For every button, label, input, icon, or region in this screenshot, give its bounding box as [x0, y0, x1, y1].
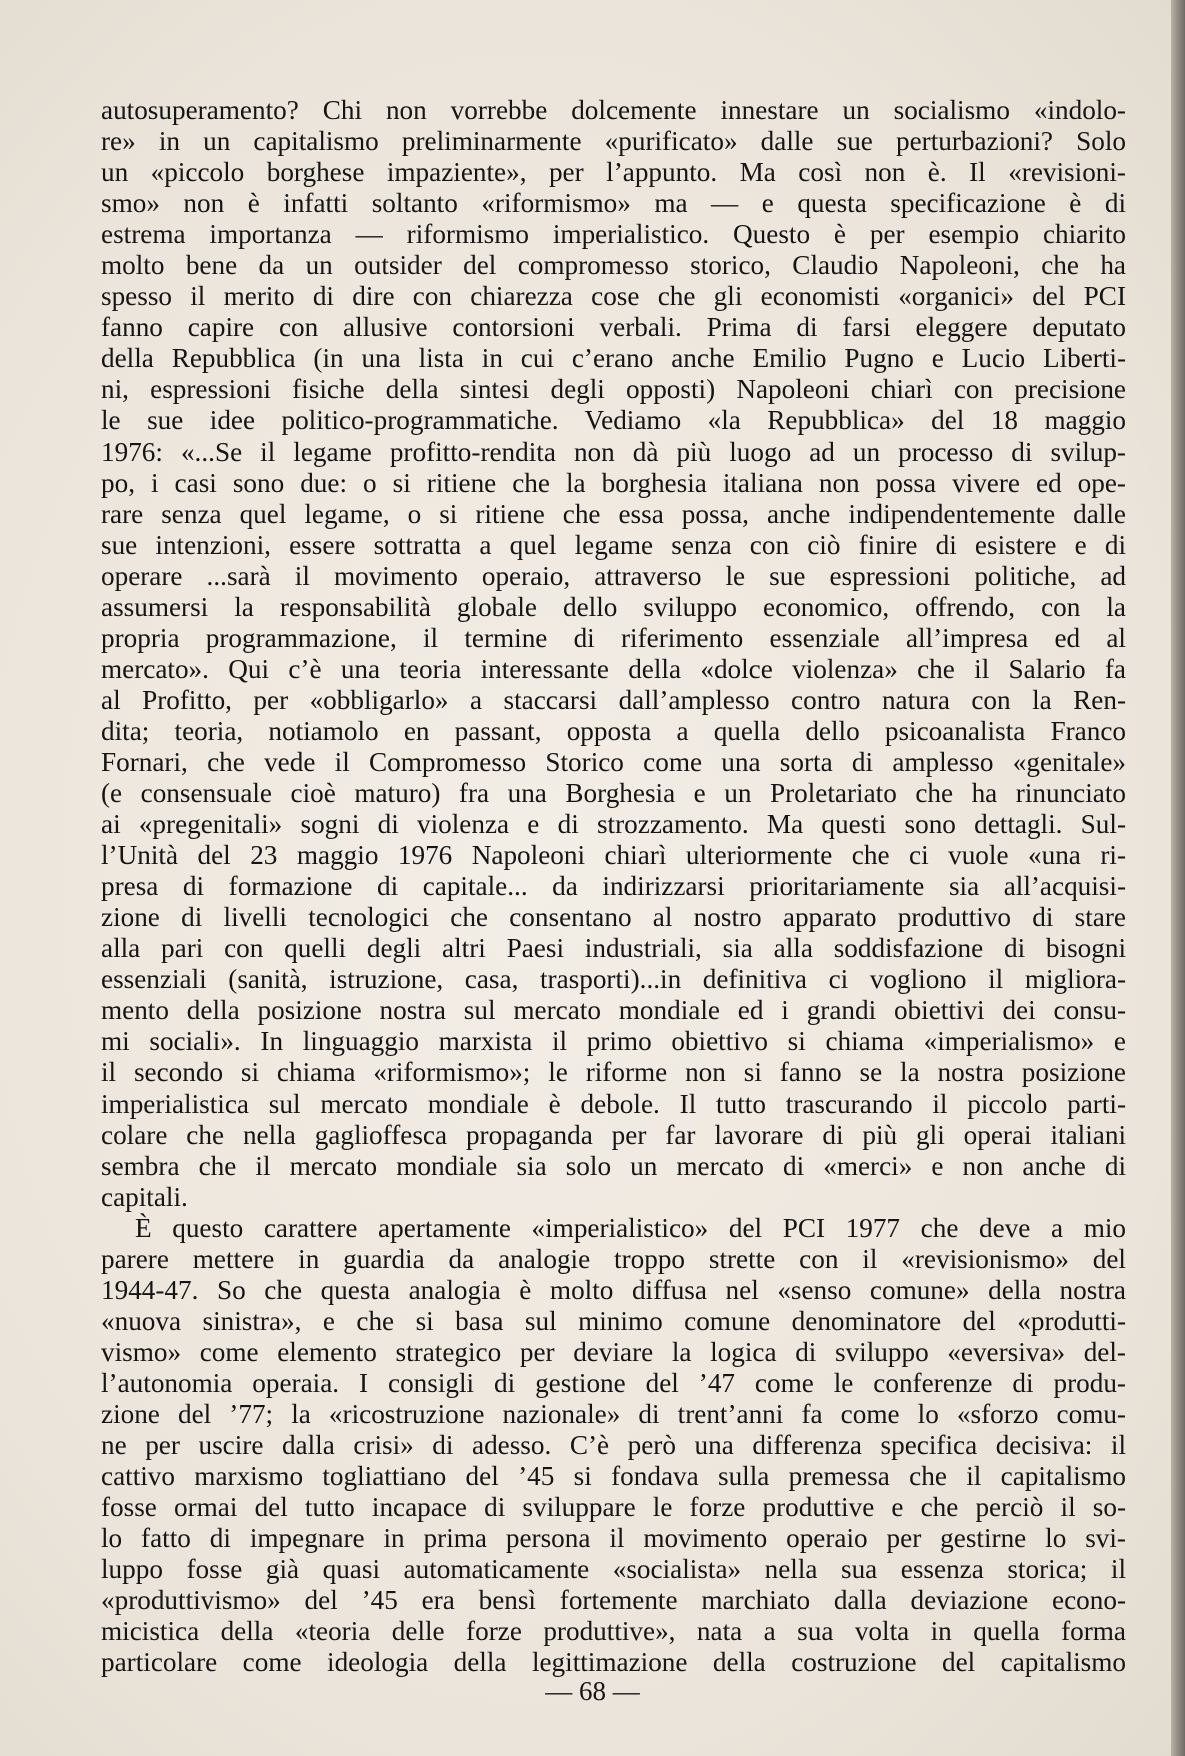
text-line: zione del ’77; la «ricostruzione nazionale» di trent’anni fa come lo «sforzo comu-: [101, 1398, 1126, 1429]
text-line: parere mettere in guardia da analogie troppo strette con il «revisionismo» del: [101, 1243, 1126, 1274]
text-line: mercato». Qui c’è una teoria interessante della «dolce violenza» che il Salario fa: [101, 653, 1126, 684]
text-line: particolare come ideologia della legittimazione della costruzione del capitalismo: [101, 1647, 1126, 1678]
text-line: lo fatto di impegnare in prima persona il movimento operaio per gestirne lo svi-: [101, 1523, 1126, 1554]
text-line: presa di formazione di capitale... da indirizzarsi prioritariamente sia all’acquisi-: [101, 871, 1126, 902]
text-line: mi sociali». In linguaggio marxista il primo obiettivo si chiama «imperialismo» e: [101, 1026, 1126, 1057]
page-number: — 68 —: [545, 1676, 640, 1706]
text-line-content: È questo carattere apertamente «imperialistico» del PCI 1977 che deve a mio: [135, 1212, 1126, 1243]
text-line: ni, espressioni fisiche della sintesi degli opposti) Napoleoni chiarì con precisione: [101, 374, 1126, 405]
text-line: 1944-47. So che questa analogia è molto diffusa nel «senso comune» della nostra: [101, 1274, 1126, 1305]
body-text: [101, 95, 1126, 1678]
text-line-first: [101, 1213, 1126, 1244]
text-line: Fornari, che vede il Compromesso Storico come una sorta di amplesso «genitale»: [101, 746, 1126, 777]
text-line: 1976: «...Se il legame profitto-rendita non dà più luogo ad un processo di svilup-: [101, 436, 1126, 467]
text-line: spesso il merito di dire con chiarezza cose che gli economisti «organici» del PCI: [101, 281, 1126, 312]
text-line: mento della posizione nostra sul mercato mondiale ed i grandi obiettivi dei consu-: [101, 995, 1126, 1026]
text-line: ai «pregenitali» sogni di violenza e di strozzamento. Ma questi sono dettagli. Sul-: [101, 809, 1126, 840]
text-line: capitali.: [101, 1181, 188, 1212]
text-line: al Profitto, per «obbligarlo» a staccarsi dall’amplesso contro natura con la Ren-: [101, 684, 1126, 715]
text-line: sembra che il mercato mondiale sia solo un mercato di «merci» e non anche di: [101, 1150, 1126, 1181]
text-line: il secondo si chiama «riformismo»; le riforme non si fanno se la nostra posizione: [101, 1057, 1126, 1088]
text-line: della Repubblica (in una lista in cui c’erano anche Emilio Pugno e Lucio Liberti-: [101, 343, 1126, 374]
text-line: rare senza quel legame, o si ritiene che essa possa, anche indipendentemente dalle: [101, 498, 1126, 529]
text-line: «nuova sinistra», e che si basa sul minimo comune denominatore del «produtti-: [101, 1305, 1126, 1336]
text-line: estrema importanza — riformismo imperialistico. Questo è per esempio chiarito: [101, 219, 1126, 250]
text-line: l’Unità del 23 maggio 1976 Napoleoni chiarì ulteriormente che ci vuole «una ri-: [101, 840, 1126, 871]
text-line: sue intenzioni, essere sottratta a quel legame senza con ciò finire di esistere e di: [101, 529, 1126, 560]
text-line: fosse ormai del tutto incapace di sviluppare le forze produttive e che perciò il so-: [101, 1492, 1126, 1523]
text-line: dita; teoria, notiamolo en passant, opposta a quella dello psicoanalista Franco: [101, 715, 1126, 746]
text-line: autosuperamento? Chi non vorrebbe dolcemente innestare un socialismo «indolo-: [101, 95, 1126, 125]
text-line: luppo fosse già quasi automaticamente «socialista» nella sua essenza storica; il: [101, 1554, 1126, 1585]
text-line: cattivo marxismo togliattiano del ’45 si fondava sulla premessa che il capitalismo: [101, 1461, 1126, 1492]
text-line: operare ...sarà il movimento operaio, attraverso le sue espressioni politiche, ad: [101, 560, 1126, 591]
text-line: micistica della «teoria delle forze produttive», nata a sua volta in quella forma: [101, 1616, 1126, 1647]
text-line: po, i casi sono due: o si ritiene che la borghesia italiana non possa vivere ed ope-: [101, 467, 1126, 498]
text-line: zione di livelli tecnologici che consentano al nostro apparato produttivo di stare: [101, 902, 1126, 933]
text-line: l’autonomia operaia. I consigli di gestione del ’47 come le conferenze di produ-: [101, 1367, 1126, 1398]
text-line: molto bene da un outsider del compromesso storico, Claudio Napoleoni, che ha: [101, 250, 1126, 281]
text-line: smo» non è infatti soltanto «riformismo» ma — e questa specificazione è di: [101, 188, 1126, 219]
page-binding-edge: [1171, 0, 1185, 1756]
text-line: imperialistica sul mercato mondiale è debole. Il tutto trascurando il piccolo parti-: [101, 1088, 1126, 1119]
text-line: essenziali (sanità, istruzione, casa, trasporti)...in definitiva ci vogliono il migliora-: [101, 964, 1126, 995]
text-line: (e consensuale cioè maturo) fra una Borghesia e un Proletariato che ha rinunciato: [101, 778, 1126, 809]
text-line: assumersi la responsabilità globale dello sviluppo economico, offrendo, con la: [101, 591, 1126, 622]
text-line: ne per uscire dalla crisi» di adesso. C’è però una differenza specifica decisiva: il: [101, 1430, 1126, 1461]
text-line: fanno capire con allusive contorsioni verbali. Prima di farsi eleggere deputato: [101, 312, 1126, 343]
text-line: vismo» come elemento strategico per deviare la logica di sviluppo «eversiva» del-: [101, 1336, 1126, 1367]
text-line: le sue idee politico-programmatiche. Vediamo «la Repubblica» del 18 maggio: [101, 405, 1126, 436]
text-line: propria programmazione, il termine di riferimento essenziale all’impresa ed al: [101, 622, 1126, 653]
text-line: un «piccolo borghese impaziente», per l’appunto. Ma così non è. Il «revisioni-: [101, 157, 1126, 188]
text-line: re» in un capitalismo preliminarmente «purificato» dalle sue perturbazioni? Solo: [101, 126, 1126, 157]
text-line: alla pari con quelli degli altri Paesi industriali, sia alla soddisfazione di bisogni: [101, 933, 1126, 964]
text-line: colare che nella gaglioffesca propaganda per far lavorare di più gli operai italiani: [101, 1119, 1126, 1150]
text-line: «produttivismo» del ’45 era bensì fortemente marchiato dalla deviazione econo-: [101, 1585, 1126, 1616]
